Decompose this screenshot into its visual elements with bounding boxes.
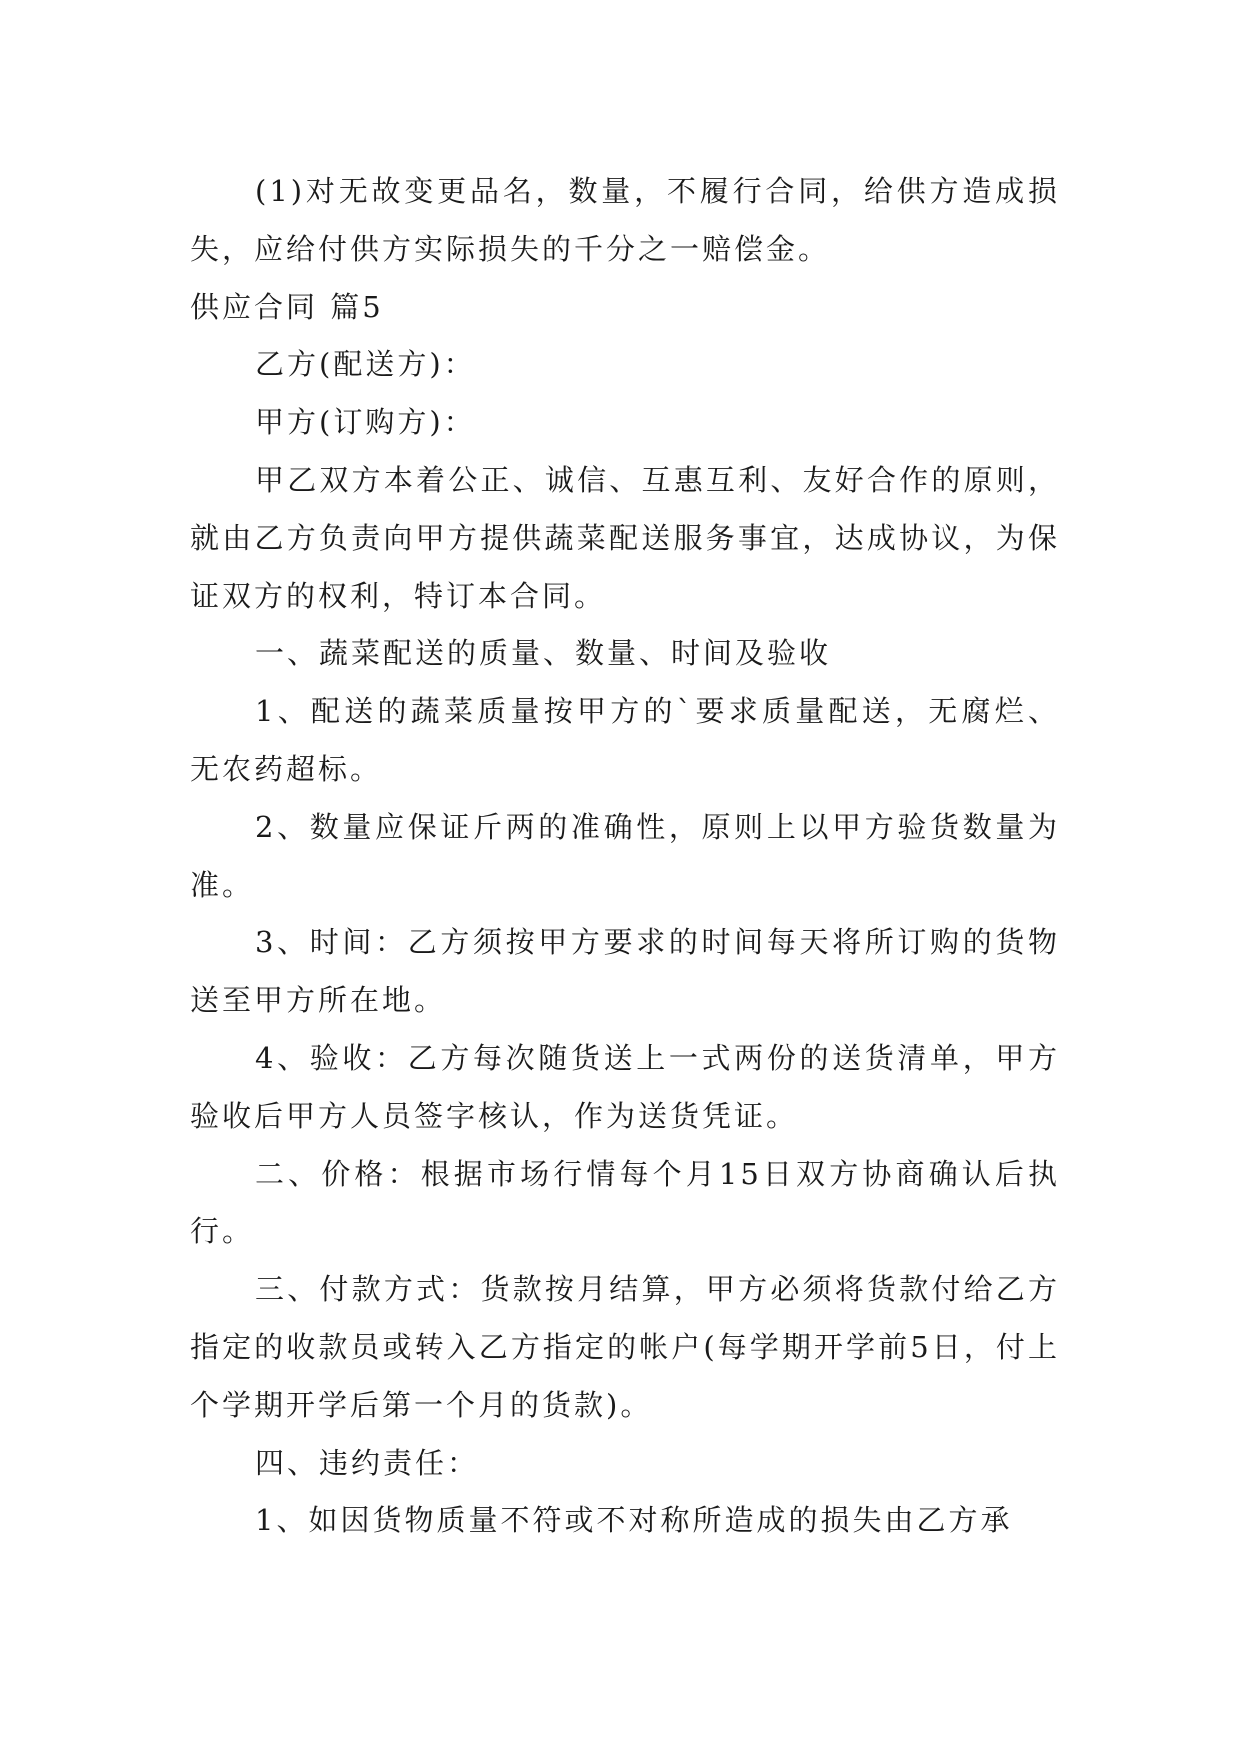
document-body bbox=[190, 163, 1060, 1550]
paragraph-preamble: 甲乙双方本着公正、诚信、互惠互利、友好合作的原则，就由乙方负责向甲方提供蔬菜配送服务事宜，达成协议，为保证双方的权利，特订本合同。 bbox=[190, 462, 1060, 613]
clause-acceptance: 4、验收：乙方每次随货送上一式两份的送货清单，甲方验收后甲方人员签字核认，作为送货凭证。 bbox=[190, 1040, 1060, 1133]
paragraph-compensation-clause: (1)对无故变更品名，数量，不履行合同，给供方造成损失，应给付供方实际损失的千分之一赔偿金。 bbox=[190, 174, 1060, 266]
section-title: 供应合同 篇5 bbox=[190, 289, 384, 324]
article-heading-quality: 一、蔬菜配送的质量、数量、时间及验收 bbox=[255, 636, 832, 671]
clause-liability-quality: 1、如因货物质量不符或不对称所造成的损失由乙方承 bbox=[255, 1503, 1013, 1538]
party-b-label: 乙方(配送方)： bbox=[255, 347, 476, 382]
clause-quality: 1、配送的蔬菜质量按甲方的`要求质量配送，无腐烂、无农药超标。 bbox=[190, 694, 1060, 786]
article-payment: 三、付款方式：货款按月结算，甲方必须将货款付给乙方指定的收款员或转入乙方指定的帐户(每学期开学前5日，付上个学期开学后第一个月的货款)。 bbox=[190, 1272, 1060, 1422]
article-price: 二、价格：根据市场行情每个月15日双方协商确认后执行。 bbox=[190, 1156, 1060, 1249]
party-a-label: 甲方(订购方)： bbox=[255, 405, 476, 440]
article-heading-liability: 四、违约责任： bbox=[255, 1445, 480, 1480]
clause-quantity: 2、数量应保证斤两的准确性，原则上以甲方验货数量为准。 bbox=[190, 809, 1060, 902]
clause-time: 3、时间：乙方须按甲方要求的时间每天将所订购的货物送至甲方所在地。 bbox=[190, 925, 1060, 1018]
